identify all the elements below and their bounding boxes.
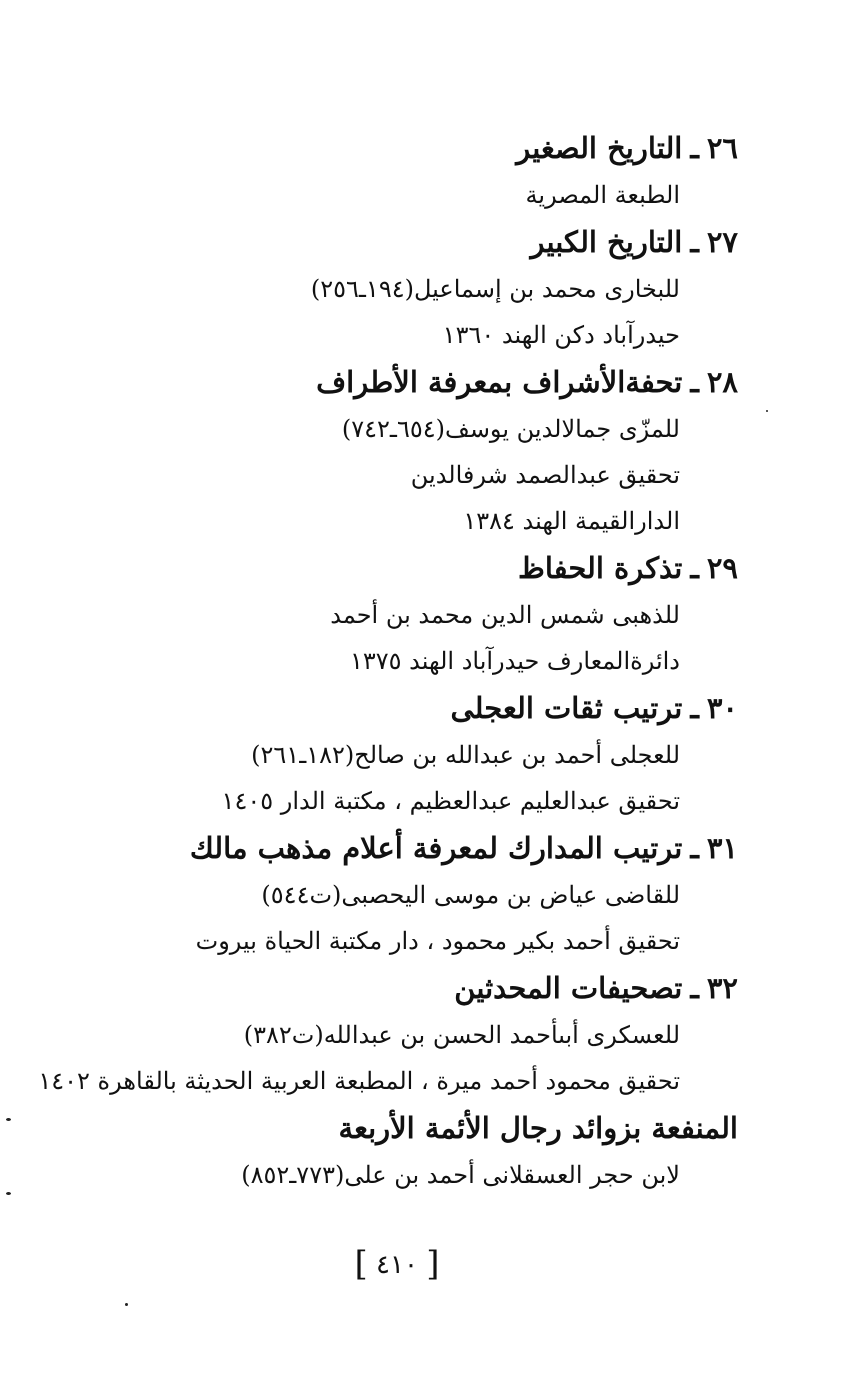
entry-heading: [38, 544, 738, 592]
entry-separator: ـ: [690, 831, 699, 865]
entry-detail-line: للذهبى شمس الدين محمد بن أحمد: [330, 601, 680, 629]
entry-heading: [38, 1104, 738, 1152]
entry-detail-line: للقاضى عياض بن موسى اليحصبى(ت٥٤٤): [261, 881, 680, 909]
entry-detail-line: للمزّى جمالالدين يوسف(٦٥٤ـ٧٤٢): [341, 415, 680, 443]
entry-detail-line: الدارالقيمة الهند ١٣٨٤: [463, 507, 680, 535]
entry-heading: [38, 218, 738, 266]
scan-speck: [125, 1303, 128, 1306]
entry-detail-line: تحقيق عبدالعليم عبدالعظيم ، مكتبة الدار ١٤٠٥: [221, 787, 680, 815]
entry-detail-line: تحقيق محمود أحمد ميرة ، المطبعة العربية الحديثة بالقاهرة ١٤٠٢: [38, 1067, 680, 1095]
scan-speck: [766, 410, 768, 412]
entry-number: ٣٠: [706, 691, 738, 725]
bibliography-entry-32: [38, 964, 738, 1104]
entry-title: التاريخ الكبير: [530, 225, 683, 259]
entry-number: ٢٩: [706, 551, 738, 585]
bibliography-entry-30: [38, 684, 738, 824]
entry-detail-line: حيدرآباد دكن الهند ١٣٦٠: [442, 321, 680, 349]
bibliography-entry-31: [38, 824, 738, 964]
entry-number: ٣٢: [706, 971, 738, 1005]
entry-detail-line: الطبعة المصرية: [525, 181, 680, 209]
entry-title: تذكرة الحفاظ: [518, 551, 683, 585]
bibliography-entry-27: [38, 218, 738, 358]
entry-number: ٢٧: [706, 225, 738, 259]
entry-detail-line: لابن حجر العسقلانى أحمد بن على(٧٧٣ـ٨٥٢): [241, 1161, 680, 1189]
entry-separator: ـ: [690, 365, 699, 399]
scan-speck: [6, 1118, 11, 1121]
entry-title: ترتيب المدارك لمعرفة أعلام مذهب مالك: [189, 831, 683, 865]
entry-number: ٣١: [706, 831, 738, 865]
entry-number: ٢٦: [706, 131, 738, 165]
entry-heading: [38, 124, 738, 172]
entry-separator: ـ: [690, 691, 699, 725]
entry-detail-line: للعسكرى أبىأحمد الحسن بن عبدالله(ت٣٨٢): [243, 1021, 680, 1049]
entry-separator: ـ: [690, 971, 699, 1005]
entry-detail-line: تحقيق عبدالصمد شرفالدين: [410, 461, 680, 489]
entry-title: المنفعة بزوائد رجال الأئمة الأربعة: [338, 1111, 738, 1145]
bibliography-list: [38, 124, 738, 1198]
entry-detail-line: تحقيق أحمد بكير محمود ، دار مكتبة الحياة بيروت: [195, 927, 680, 955]
entry-number: ٢٨: [706, 365, 738, 399]
entry-detail-line: للبخارى محمد بن إسماعيل(١٩٤ـ٢٥٦): [310, 275, 680, 303]
bibliography-entry-28: [38, 358, 738, 544]
entry-heading: [38, 824, 738, 872]
page-number: [354, 1242, 440, 1286]
entry-separator: ـ: [690, 551, 699, 585]
bibliography-entry-unnumbered: [38, 1104, 738, 1198]
page-number-value: ٤١٠: [376, 1250, 418, 1280]
entry-heading: [38, 964, 738, 1012]
entry-detail-line: دائرةالمعارف حيدرآباد الهند ١٣٧٥: [349, 647, 680, 675]
bracket-open: [: [354, 1244, 368, 1284]
entry-separator: ـ: [690, 131, 699, 165]
entry-separator: ـ: [690, 225, 699, 259]
entry-title: التاريخ الصغير: [516, 131, 683, 165]
entry-detail-line: للعجلى أحمد بن عبدالله بن صالح(١٨٢ـ٢٦١): [251, 741, 680, 769]
bibliography-entry-29: [38, 544, 738, 684]
entry-title: ترتيب ثقات العجلى: [450, 691, 683, 725]
scan-speck: [6, 1192, 11, 1195]
entry-heading: [38, 684, 738, 732]
entry-heading: [38, 358, 738, 406]
entry-title: تصحيفات المحدثين: [454, 971, 683, 1005]
entry-title: تحفةالأشراف بمعرفة الأطراف: [316, 365, 683, 399]
bibliography-entry-26: [38, 124, 738, 218]
bracket-close: ]: [426, 1244, 440, 1284]
